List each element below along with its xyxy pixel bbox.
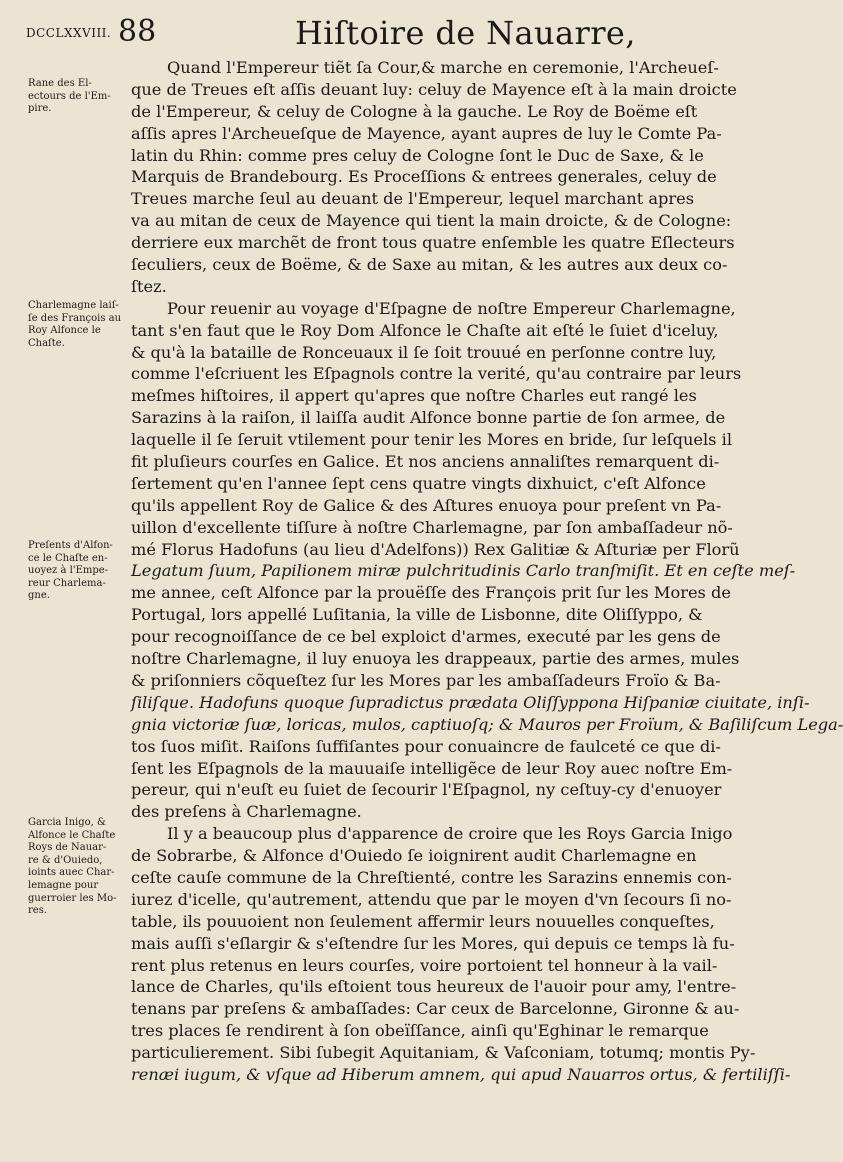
body-line: de Sobrarbe, & Alfonce d'Ouiedo ſe ioignirent audit Charlemagne en [131,846,697,866]
margin-note-line: pire. [28,103,52,115]
folio-signature: DCCLXXVIII. [26,26,112,40]
margin-note-line: Roy Alfonce le [28,325,101,337]
body-line: renæi iugum, & vſque ad Hiberum amnem, qui apud Nauarros ortus, & fertiliſſi- [131,1064,791,1084]
body-line: Quand l'Empereur tiẽt ſa Cour,& marche en ceremonie, l'Archeueſ- [167,58,719,77]
body-line: lance de Charles, qu'ils eſtoient tous heureux de l'auoir pour amy, l'entre- [131,977,737,997]
margin-note-line: Alfonce le Chaſte [28,829,116,841]
body-line: derriere eux marchẽt de front tous quatre enſemble les quatre Eſlecteurs [131,233,735,253]
body-line: tres places ſe rendirent à ſon obeïſſance, ainſi qu'Eghinar le remarque [131,1021,709,1041]
body-line: table, ils pouuoient non ſeulement affermir leurs nouuelles conqueſtes, [131,911,715,931]
body-line: ceſte cauſe commune de la Chreſtienté, contre les Sarazins ennemis con- [131,867,732,887]
margin-note-line: Roys de Nauar- [28,842,107,854]
body-line: Sarazins à la raiſon, il laiſſa audit Alfonce bonne partie de ſon armee, de [131,408,726,428]
body-line: Legatum ſuum, Papilionem miræ pulchritudinis Carlo tranſmiſit. Et en ceſte meſ- [131,561,796,581]
body-line: noſtre Charlemagne, il luy enuoya les drappeaux, partie des armes, mules [131,649,740,669]
body-line: rent plus retenus en leurs courſes, voire portoient tel honneur à la vail- [131,955,718,975]
margin-note-line: Preſents d'Alfon- [28,540,113,551]
margin-note-line: uoyez à l'Empe- [28,565,109,577]
body-line: uillon d'excellente tiſſure à noſtre Charlemagne, par ſon ambaſſadeur nõ- [131,517,733,537]
body-line: & priſonniers cõqueſtez ſur les Mores par les ambaſſadeurs Froïo & Ba- [131,670,721,690]
margin-note-electors [28,78,120,116]
margin-note-line: re & d'Ouiedo, [28,854,103,866]
body-line: gnia victoriæ ſuæ, loricas, mulos, captiuoſq; & Mauros per Froïum, & Baſiliſcum Lega- [131,714,843,734]
page-header [0,14,700,58]
margin-note-line: res. [28,905,48,917]
margin-note-line: Charlemagne laiſ- [28,300,119,311]
body-line: Marquis de Brandebourg. Es Proceſſions & entrees generales, celuy de [131,167,717,187]
margin-note-presents [28,540,120,603]
body-line: Pour reuenir au voyage d'Eſpagne de noſtre Empereur Charlemagne, [167,298,736,318]
page-number: 88 [118,14,157,49]
body-line: tos ſuos miſit. Raiſons ſuffiſantes pour conuaincre de faulceté ce que di- [131,736,721,756]
margin-note-line: Chaſte. [28,337,65,349]
body-line: ſeculiers, ceux de Boëme, & de Saxe au mitan, & les autres aux deux co- [131,255,728,275]
margin-note-line: Garcia Inigo, & [28,817,106,828]
body-line: que de Treues eſt aſſis deuant luy: celuy de Mayence eſt à la main droicte [131,79,737,99]
margin-note-line: ectours de l'Em- [28,90,111,102]
body-line: qu'ils appellent Roy de Galice & des Aſtures enuoya pour preſent vn Pa- [131,495,722,515]
body-line: ſtez. [131,276,167,296]
body-line: de l'Empereur, & celuy de Cologne à la gauche. Le Roy de Boëme eſt [131,101,698,121]
body-line: va au mitan de ceux de Mayence qui tient la main droicte, & de Cologne: [131,211,732,231]
body-text [131,57,843,1086]
body-line: ſent les Eſpagnols de la mauuaiſe intelligẽce de leur Roy auec noſtre Em- [131,758,733,778]
body-line: ſiliſque. Hadofuns quoque ſupradictus prædata Oliſſyppona Hiſpaniæ ciuitate, inſi- [131,692,810,712]
body-line: Portugal, lors appellé Luſitania, la ville de Lisbonne, dite Oliſſyppo, & [131,605,703,625]
margin-note-line: ioints auec Char- [28,867,115,879]
margin-note-line: lemagne pour [28,879,99,891]
body-line: aſſis apres l'Archeueſque de Mayence, ayant aupres de luy le Comte Pa- [131,123,722,143]
margin-note-line: Rane des El- [28,78,92,89]
body-line: meſmes hiſtoires, il appert qu'apres que noſtre Charles eut rangé les [131,386,697,406]
body-line: mais auſſi s'eſlargir & s'eſtendre ſur les Mores, qui depuis ce temps là fu- [131,933,735,953]
body-line: particulierement. Sibi ſubegit Aquitaniam, & Vaſconiam, totumq; montis Py- [131,1043,756,1063]
body-line: pereur, qui n'euſt eu ſuiet de ſecourir l'Eſpagnol, ny ceſtuy-cy d'enuoyer [131,780,722,800]
running-title: Hiſtoire de Nauarre, [295,14,636,52]
body-line: latin du Rhin: comme pres celuy de Cologne ſont le Duc de Saxe, & le [131,145,704,165]
body-line: laquelle il ſe ſeruit vtilement pour tenir les Mores en bride, ſur leſquels il [131,430,732,450]
body-line: & qu'à la bataille de Ronceuaux il ſe ſoit trouué en perſonne contre luy, [131,342,717,362]
body-line: iurez d'icelle, qu'autrement, attendu que par le moyen d'vn ſecours ſi no- [131,889,732,909]
margin-note-line: guerroier les Mo- [28,892,117,904]
margin-note-charlemagne-leaves [28,300,120,350]
body-line: Treues marche ſeul au deuant de l'Empereur, lequel marchant apres [131,189,695,209]
body-line: ſertement qu'en l'annee ſept cens quatre vingts dixhuict, c'eſt Alfonce [131,473,706,493]
body-line: tant s'en faut que le Roy Dom Alfonce le Chaſte ait eſté le ſuiet d'iceluy, [131,320,719,340]
margin-note-line: gne. [28,590,50,602]
body-line: mé Florus Hadofuns (au lieu d'Adelfons)) Rex Galitiæ & Aſturiæ per Florũ [131,539,740,559]
body-line: Il y a beaucoup plus d'apparence de croire que les Roys Garcia Inigo [167,824,733,844]
margin-note-line: ce le Chaſte en- [28,552,108,564]
body-line: me annee, ceſt Alfonce par la prouëſſe des François prit ſur les Mores de [131,583,731,603]
margin-note-line: reur Charlema- [28,577,106,589]
body-line: comme l'eſcriuent les Eſpagnols contre la verité, qu'au contraire par leurs [131,364,742,384]
body-line: des preſens à Charlemagne. [131,802,362,822]
margin-note-line: ſe des François au [28,312,122,324]
body-line: pour recognoiſſance de ce bel exploict d'armes, executé par les gens de [131,627,721,647]
body-line: fit pluſieurs courſes en Galice. Et nos anciens annaliſtes remarquent di- [131,452,720,472]
margin-note-garcia-inigo [28,817,120,918]
body-line: tenans par preſens & ambaſſades: Car ceux de Barcelonne, Gironne & au- [131,999,740,1019]
